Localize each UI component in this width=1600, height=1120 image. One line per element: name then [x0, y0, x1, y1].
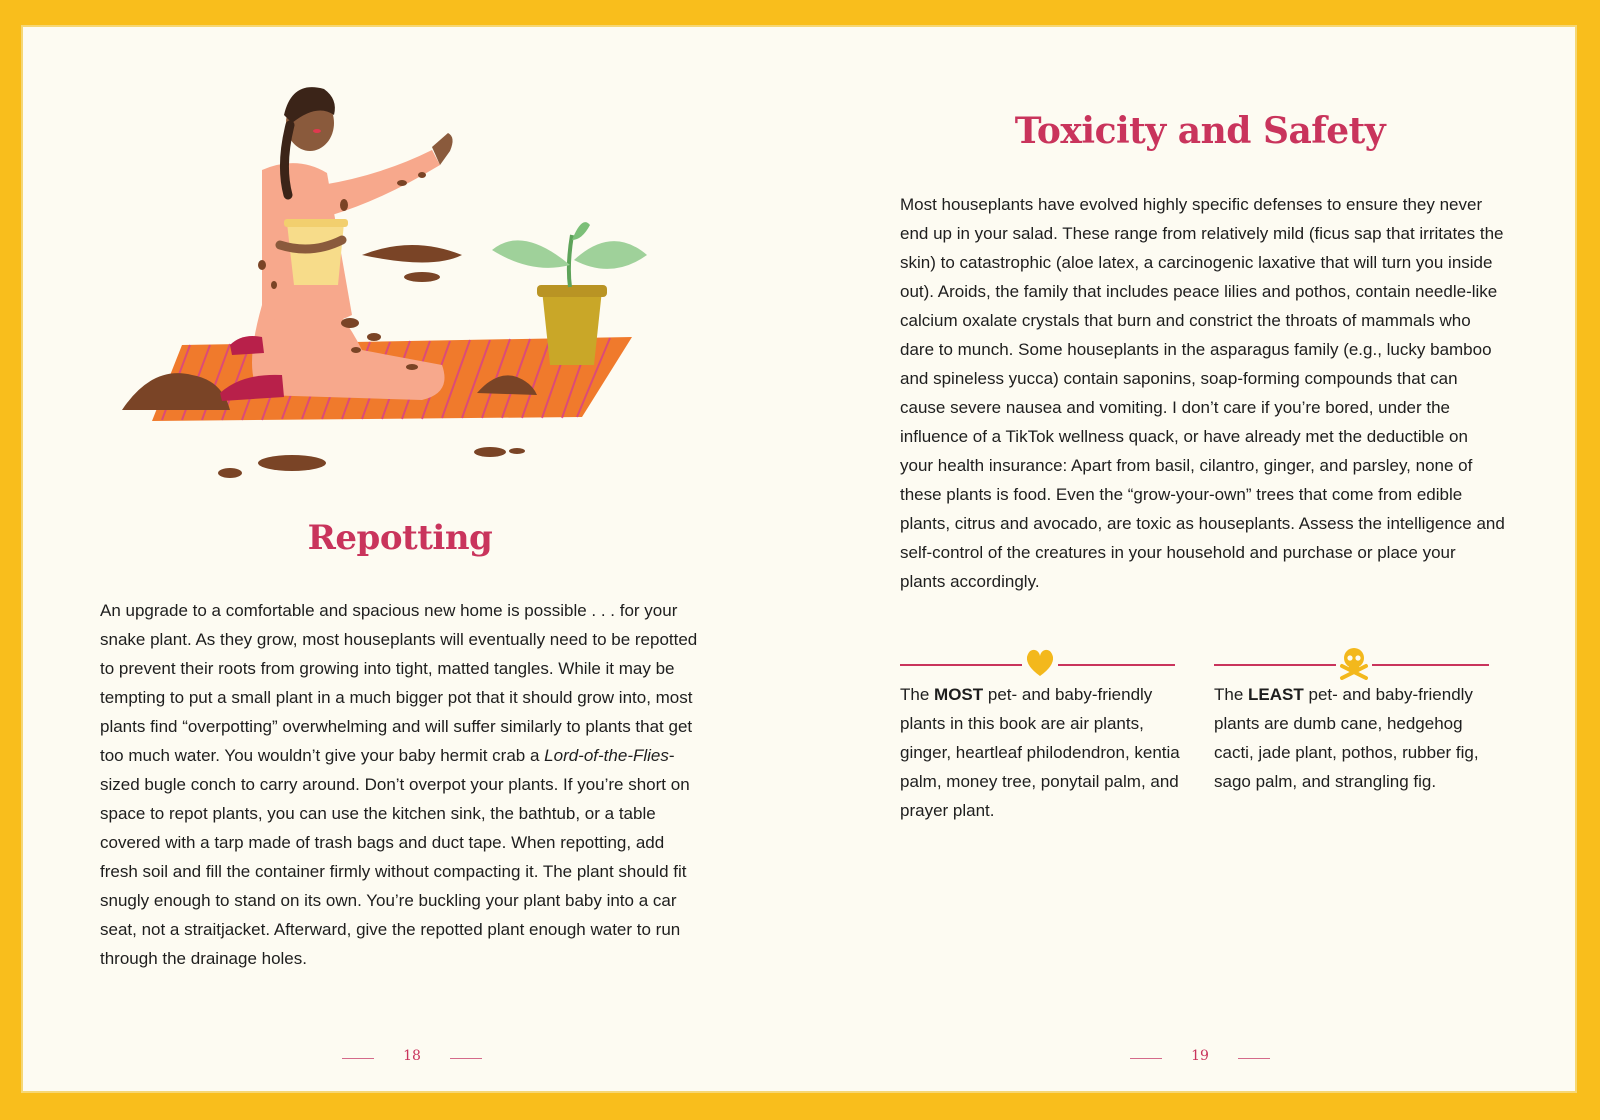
skull-crossbones-icon: [1336, 646, 1372, 680]
toxicity-heading: Toxicity and Safety: [1014, 110, 1386, 152]
page-number: 18: [403, 1048, 421, 1064]
repotting-body-italic: Lord-of-the-Flies: [544, 746, 669, 765]
page-number-left: [342, 1048, 482, 1070]
woman-repotting-plant-illustration: [112, 75, 672, 495]
toxicity-body: Most houseplants have evolved highly specific defenses to ensure they never end up in your salad. These range from relatively mild (ficus sap that irritates the skin) to catastrophic (aloe latex, a carcinogenic laxative that will turn you inside out). Aroids, the family that includes peace lilies and pothos, contain needle-like calcium oxalate crystals that burn and constrict the throats of mammals who dare to munch. Some houseplants in the asparagus family (e.g., lucky bamboo and spineless yucca) contain saponins, soap-forming compounds that can cause severe nausea and vomiting. I don’t care if you’re bored, under the influence of a TikTok wellness quack, or have already met the deductible on your health insurance: Apart from basil, cilantro, ginger, and parsley, none of these plants is food. Even the “grow-your-own” trees that come from edible plants, citrus and avocado, are toxic as houseplants. Assess the intelligence and self-control of the creatures in your household and purchase or place your plants accordingly.: [900, 195, 1505, 591]
folio-rule: [1130, 1058, 1162, 1059]
callout-divider: [900, 646, 1185, 680]
callout-divider: [1214, 646, 1499, 680]
repotting-body-part-2: -sized bugle conch to carry around. Don’t overpot your plants. If you’re short on space to repot plants, you can use the kitchen sink, the bathtub, or a table covered with a tarp made of trash bags and duct tape. When repotting, add fresh soil and fill the container firmly without compacting it. The plant should fit snugly enough to stand on its own. You’re buckling your plant baby into a car seat, not a straitjacket. Afterward, give the repotted plant enough water to run through the drainage holes.: [100, 746, 690, 968]
heart-icon: [1022, 646, 1058, 680]
most-friendly-callout: [900, 646, 1185, 825]
least-label: LEAST: [1248, 685, 1304, 704]
most-label: MOST: [934, 685, 984, 704]
least-friendly-text: The LEAST pet- and baby-friendly plants are dumb cane, hedgehog cacti, jade plant, pothos, rubber fig, sago palm, and strangling fig.: [1214, 685, 1479, 791]
most-friendly-text: The MOST pet- and baby-friendly plants in this book are air plants, ginger, heartleaf philodendron, kentia palm, money tree, ponytail palm, and prayer plant.: [900, 685, 1180, 820]
page-number-right: [1130, 1048, 1270, 1070]
folio-rule: [342, 1058, 374, 1059]
least-friendly-callout: [1214, 646, 1499, 796]
folio-rule: [450, 1058, 482, 1059]
repotting-heading: Repotting: [307, 518, 493, 558]
folio-rule: [1238, 1058, 1270, 1059]
repotting-body-part-1: An upgrade to a comfortable and spacious new home is possible . . . for your snake plant. As they grow, most houseplants will eventually need to be repotted to prevent their roots from growing into tight, matted tangles. While it may be tempting to put a small plant in a much bigger pot that it should grow into, most plants find “overpotting” overwhelming and will suffer similarly to plants that get too much water. You wouldn’t give your baby hermit crab a: [100, 601, 698, 765]
page-number: 19: [1191, 1048, 1209, 1064]
repotting-body: [100, 596, 702, 973]
